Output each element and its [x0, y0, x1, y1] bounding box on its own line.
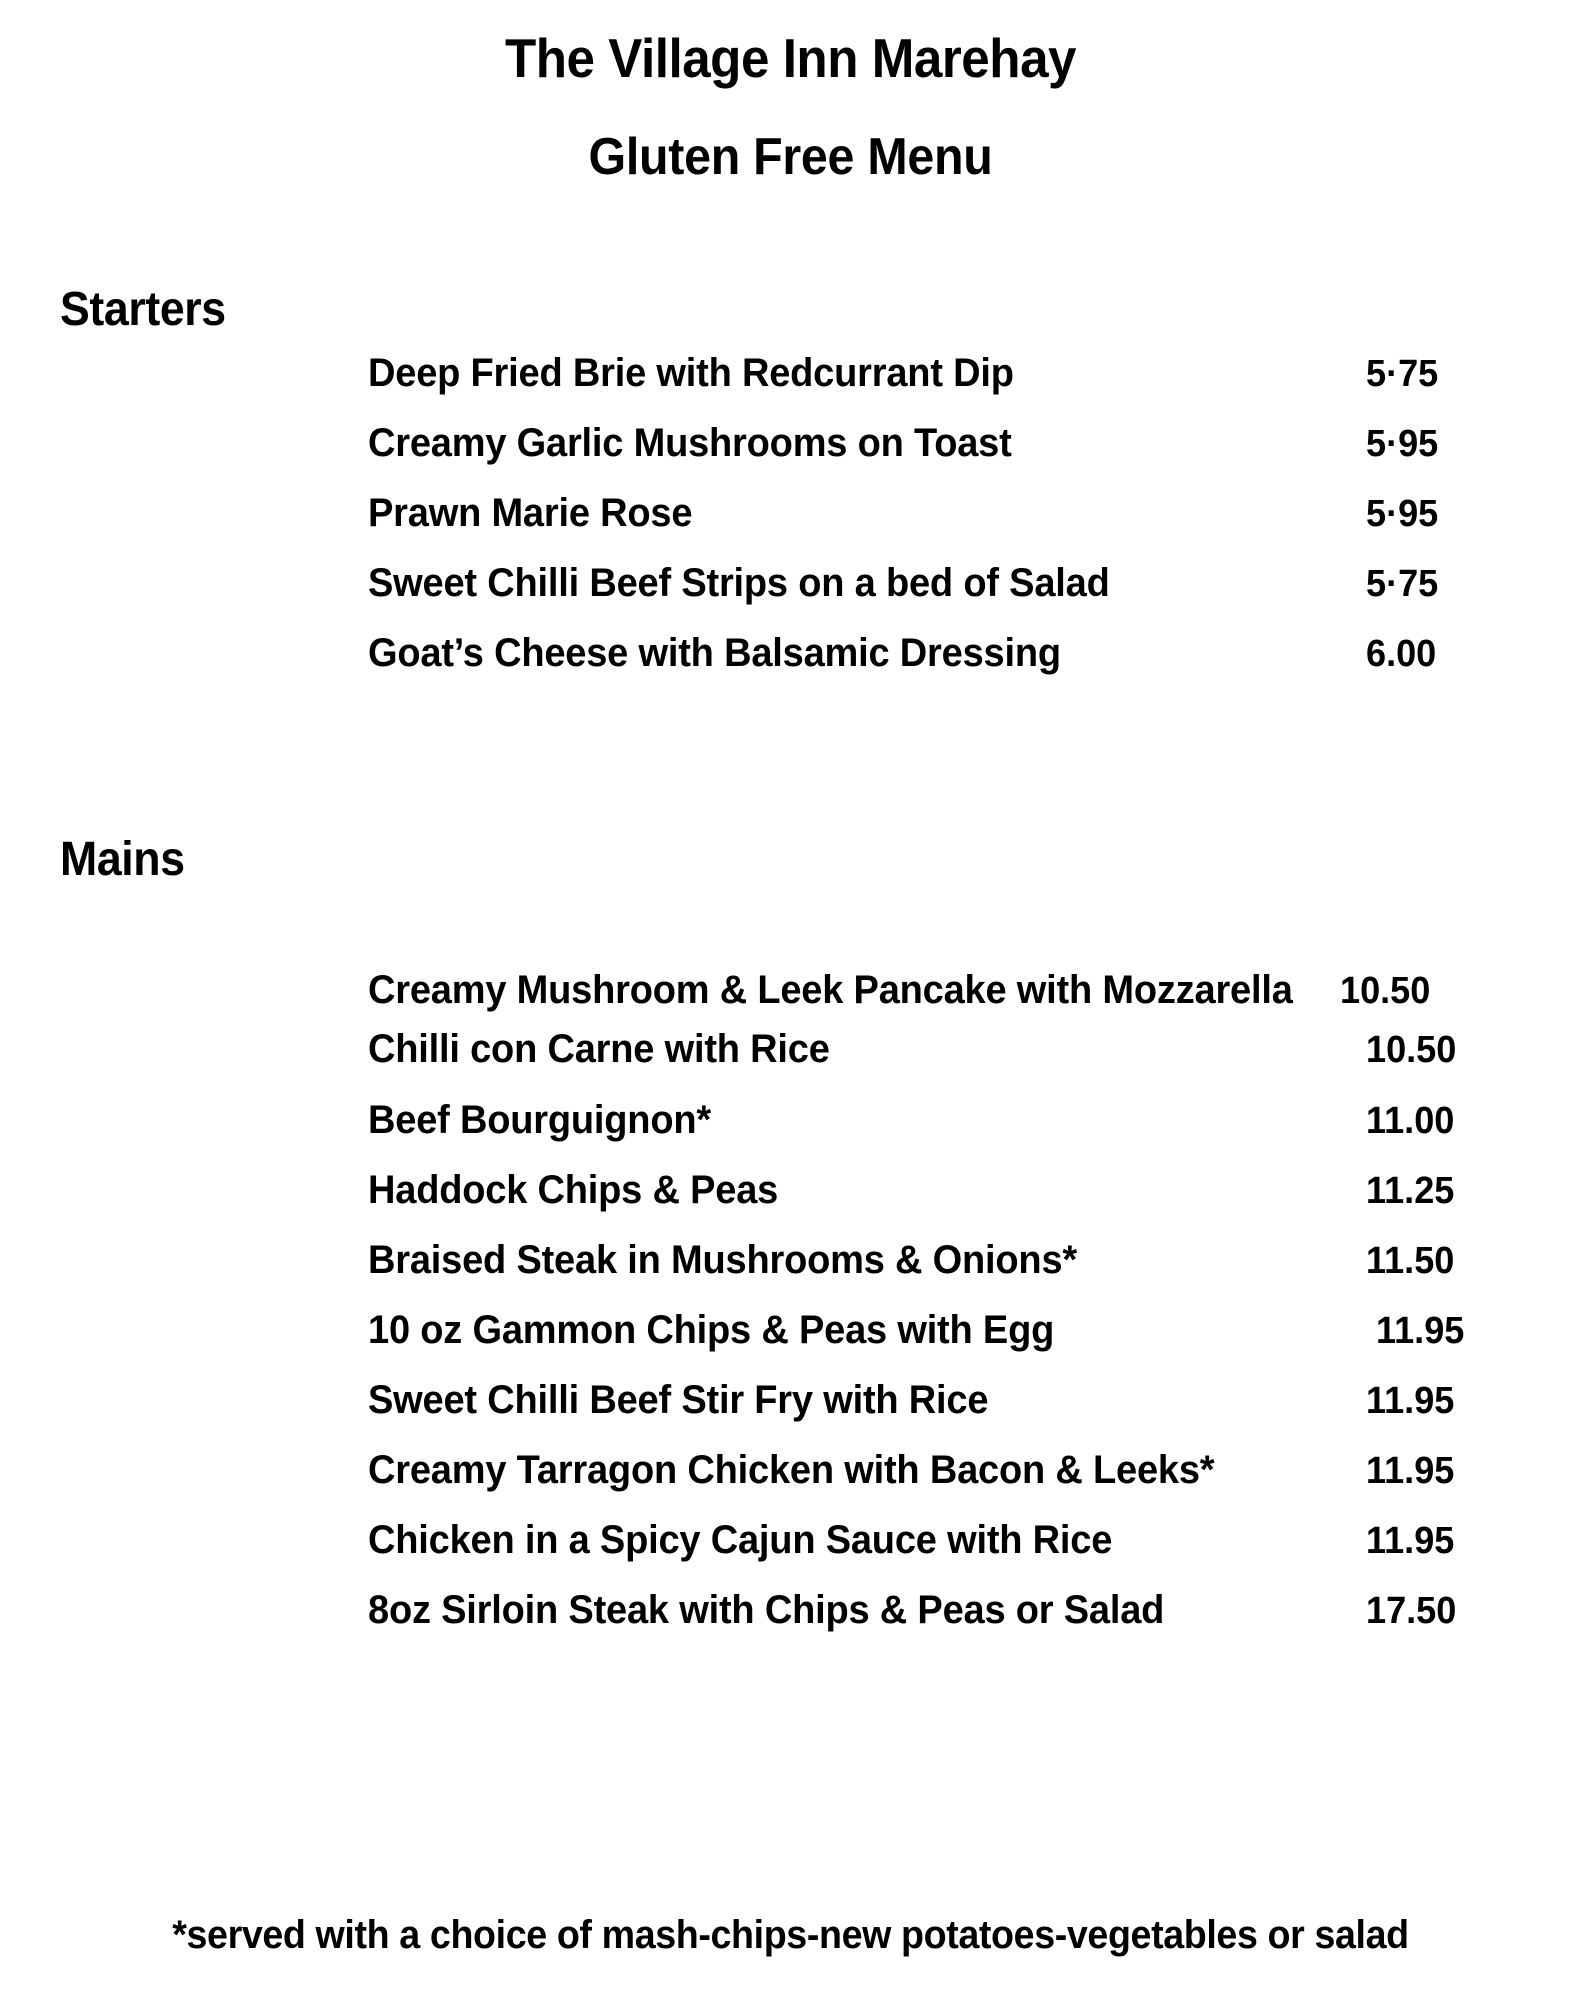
menu-item-name: Deep Fried Brie with Redcurrant Dip — [368, 351, 1014, 395]
menu-item-name: Haddock Chips & Peas — [368, 1168, 779, 1212]
menu-item-name: Creamy Garlic Mushrooms on Toast — [368, 421, 1012, 465]
menu-item-price: 6.00 — [1366, 633, 1437, 675]
menu-item-name: 10 oz Gammon Chips & Peas with Egg — [368, 1308, 1055, 1352]
menu-item-name: Chicken in a Spicy Cajun Sauce with Rice — [368, 1518, 1113, 1562]
menu-item-name: Sweet Chilli Beef Stir Fry with Rice — [368, 1378, 989, 1422]
menu-item-price: 5·75 — [1366, 353, 1439, 395]
menu-item-price: 5·95 — [1366, 423, 1439, 465]
menu-item-name: Beef Bourguignon* — [368, 1098, 711, 1142]
section-heading-starters: Starters — [60, 283, 226, 336]
menu-header — [0, 27, 1581, 186]
menu-item-name: Chilli con Carne with Rice — [368, 1027, 830, 1071]
menu-item-price: 5·95 — [1366, 493, 1439, 535]
menu-item-name: Sweet Chilli Beef Strips on a bed of Salad — [368, 561, 1110, 605]
section-heading-mains: Mains — [60, 833, 185, 886]
menu-item-price: 11.95 — [1366, 1520, 1455, 1562]
menu-item-price: 17.50 — [1366, 1590, 1457, 1632]
menu-item-name: Braised Steak in Mushrooms & Onions* — [368, 1238, 1077, 1282]
menu-item-price: 11.25 — [1366, 1170, 1455, 1212]
page-subtitle: Gluten Free Menu — [588, 127, 993, 186]
menu-item-price: 11.50 — [1366, 1240, 1455, 1282]
menu-item-price: 11.95 — [1376, 1310, 1465, 1352]
menu-item-price: 10.50 — [1366, 1029, 1457, 1071]
menu-item-price: 11.95 — [1366, 1450, 1455, 1492]
menu-item-name: Creamy Mushroom & Leek Pancake with Mozzarella — [368, 968, 1293, 1012]
menu-item-price: 11.00 — [1366, 1100, 1455, 1142]
menu-item-price: 11.95 — [1366, 1380, 1455, 1422]
menu-item-name: Goat’s Cheese with Balsamic Dressing — [368, 631, 1061, 675]
menu-item-price: 5·75 — [1366, 563, 1439, 605]
page-title: The Village Inn Marehay — [504, 27, 1077, 89]
menu-item-price: 10.50 — [1340, 970, 1431, 1012]
menu-item-name: Creamy Tarragon Chicken with Bacon & Leeks* — [368, 1448, 1215, 1492]
footnote-text: *served with a choice of mash-chips-new potatoes-vegetables or salad — [172, 1913, 1409, 1957]
menu-item-name: Prawn Marie Rose — [368, 491, 693, 535]
menu-item-name: 8oz Sirloin Steak with Chips & Peas or Salad — [368, 1588, 1165, 1632]
